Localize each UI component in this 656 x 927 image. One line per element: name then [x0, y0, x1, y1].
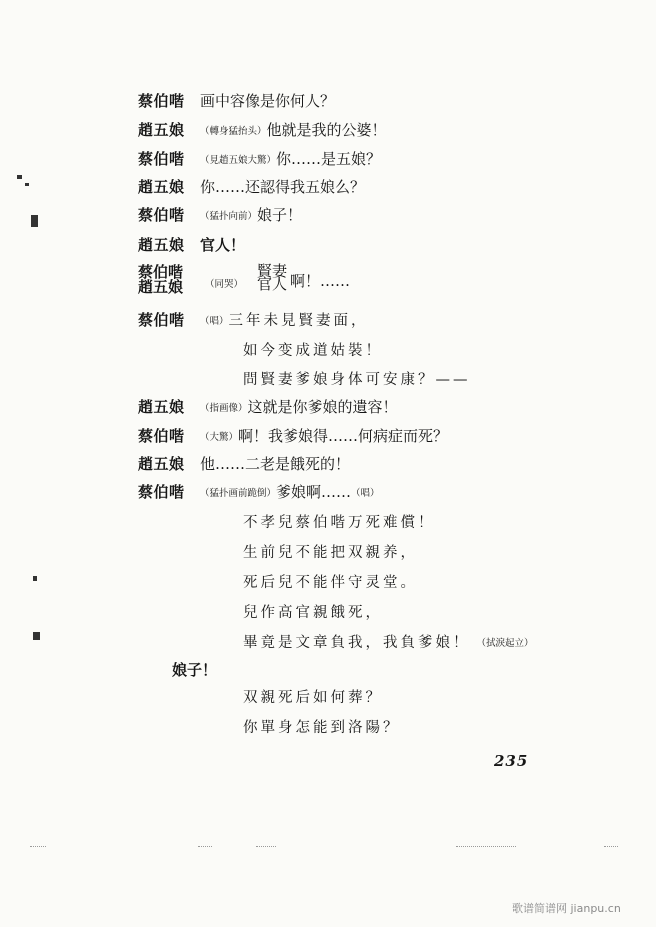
speaker-name: 蔡伯喈 [138, 206, 185, 224]
margin-mark [33, 632, 40, 640]
script-line [138, 206, 302, 226]
scan-rule [256, 846, 276, 848]
stage-direction: （轉身猛抬头） [200, 126, 267, 137]
page-number: 235 [494, 752, 529, 770]
verse-line: 問賢妻爹娘身体可安康？—— [243, 372, 471, 388]
scan-rule [456, 846, 516, 848]
margin-mark [17, 175, 22, 179]
dialogue-text: 啊！…… [290, 272, 351, 290]
script-line [138, 398, 398, 418]
watermark: 歌谱简谱网 jianpu.cn [512, 902, 621, 915]
dialogue-text: 他……二老是餓死的！ [200, 455, 351, 473]
verse-line: 双親死后如何葬？ [243, 690, 383, 706]
margin-mark [31, 215, 38, 227]
script-line [138, 455, 350, 473]
script-line [138, 236, 245, 254]
speaker-name: 蔡伯喈 [138, 92, 185, 110]
verse-line: 畢竟是文章負我，我負爹娘！ （拭淚起立） [243, 635, 534, 651]
dialogue-text: 他就是我的公婆！ [266, 121, 387, 139]
script-line [138, 150, 381, 170]
dialogue-text: 娘子！ [257, 206, 303, 224]
stage-direction: （唱） [351, 488, 380, 499]
scan-rule [30, 846, 46, 848]
stage-direction: （拭淚起立） [476, 638, 534, 649]
dialogue-text: 你……是五娘？ [276, 150, 382, 168]
speaker-name: 蔡伯喈 [138, 263, 184, 281]
duet-speakers [138, 265, 183, 295]
dialogue-text: 爹娘啊…… [276, 483, 352, 501]
dialogue-text: 啊！我爹娘得……何病症而死？ [238, 427, 449, 445]
script-line [138, 483, 380, 503]
verse-line: 兒作高官親餓死， [243, 605, 383, 621]
verse-line: 你單身怎能到洛陽？ [243, 720, 401, 736]
verse-line: 不孝兒蔡伯喈万死难償！ [243, 515, 436, 531]
scan-rule [198, 846, 212, 848]
stage-direction: （唱） [200, 316, 229, 327]
speaker-name: 蔡伯喈 [138, 311, 185, 329]
scan-rule [604, 846, 618, 848]
margin-mark [33, 576, 37, 581]
dialogue-text: 三年未見賢妻面， [228, 313, 369, 329]
verse-line: 生前兒不能把双親养， [243, 545, 418, 561]
stage-direction: （見趙五娘大驚） [200, 155, 277, 166]
verse-line: 死后兒不能伴守灵堂。 [243, 575, 418, 591]
stage-direction: （指画像） [200, 403, 248, 414]
speaker-name: 趙五娘 [138, 178, 185, 196]
dialogue-text: 这就是你爹娘的遺容！ [247, 398, 398, 416]
dialogue-text: 画中容像是你何人？ [200, 92, 336, 110]
script-line [138, 311, 369, 331]
dialogue-text: 你……还認得我五娘么？ [200, 178, 366, 196]
speaker-name: 趙五娘 [138, 278, 184, 296]
stage-direction: （猛扑向前） [200, 211, 258, 222]
dialogue-text: 官人！ [200, 236, 246, 254]
stage-direction: （同哭） [205, 279, 244, 290]
script-line [138, 92, 335, 110]
speaker-name: 蔡伯喈 [138, 427, 185, 445]
script-line [138, 121, 387, 141]
speaker-name: 趙五娘 [138, 455, 185, 473]
speaker-name: 趙五娘 [138, 398, 185, 416]
script-line: 娘子！ [172, 661, 218, 679]
margin-mark [25, 183, 29, 186]
duet-word: 賢妻 [257, 262, 288, 280]
speaker-name: 蔡伯喈 [138, 150, 185, 168]
speaker-name: 趙五娘 [138, 236, 185, 254]
verse-line: 如今变成道姑裝！ [243, 343, 383, 359]
script-line [138, 178, 365, 196]
stage-direction: （大驚） [200, 432, 239, 443]
duet-words [257, 262, 288, 293]
duet-word: 官人 [257, 275, 288, 293]
script-line [138, 427, 448, 447]
stage-direction: （猛扑画前跪倒） [200, 488, 277, 499]
speaker-name: 趙五娘 [138, 121, 185, 139]
speaker-name: 蔡伯喈 [138, 483, 185, 501]
